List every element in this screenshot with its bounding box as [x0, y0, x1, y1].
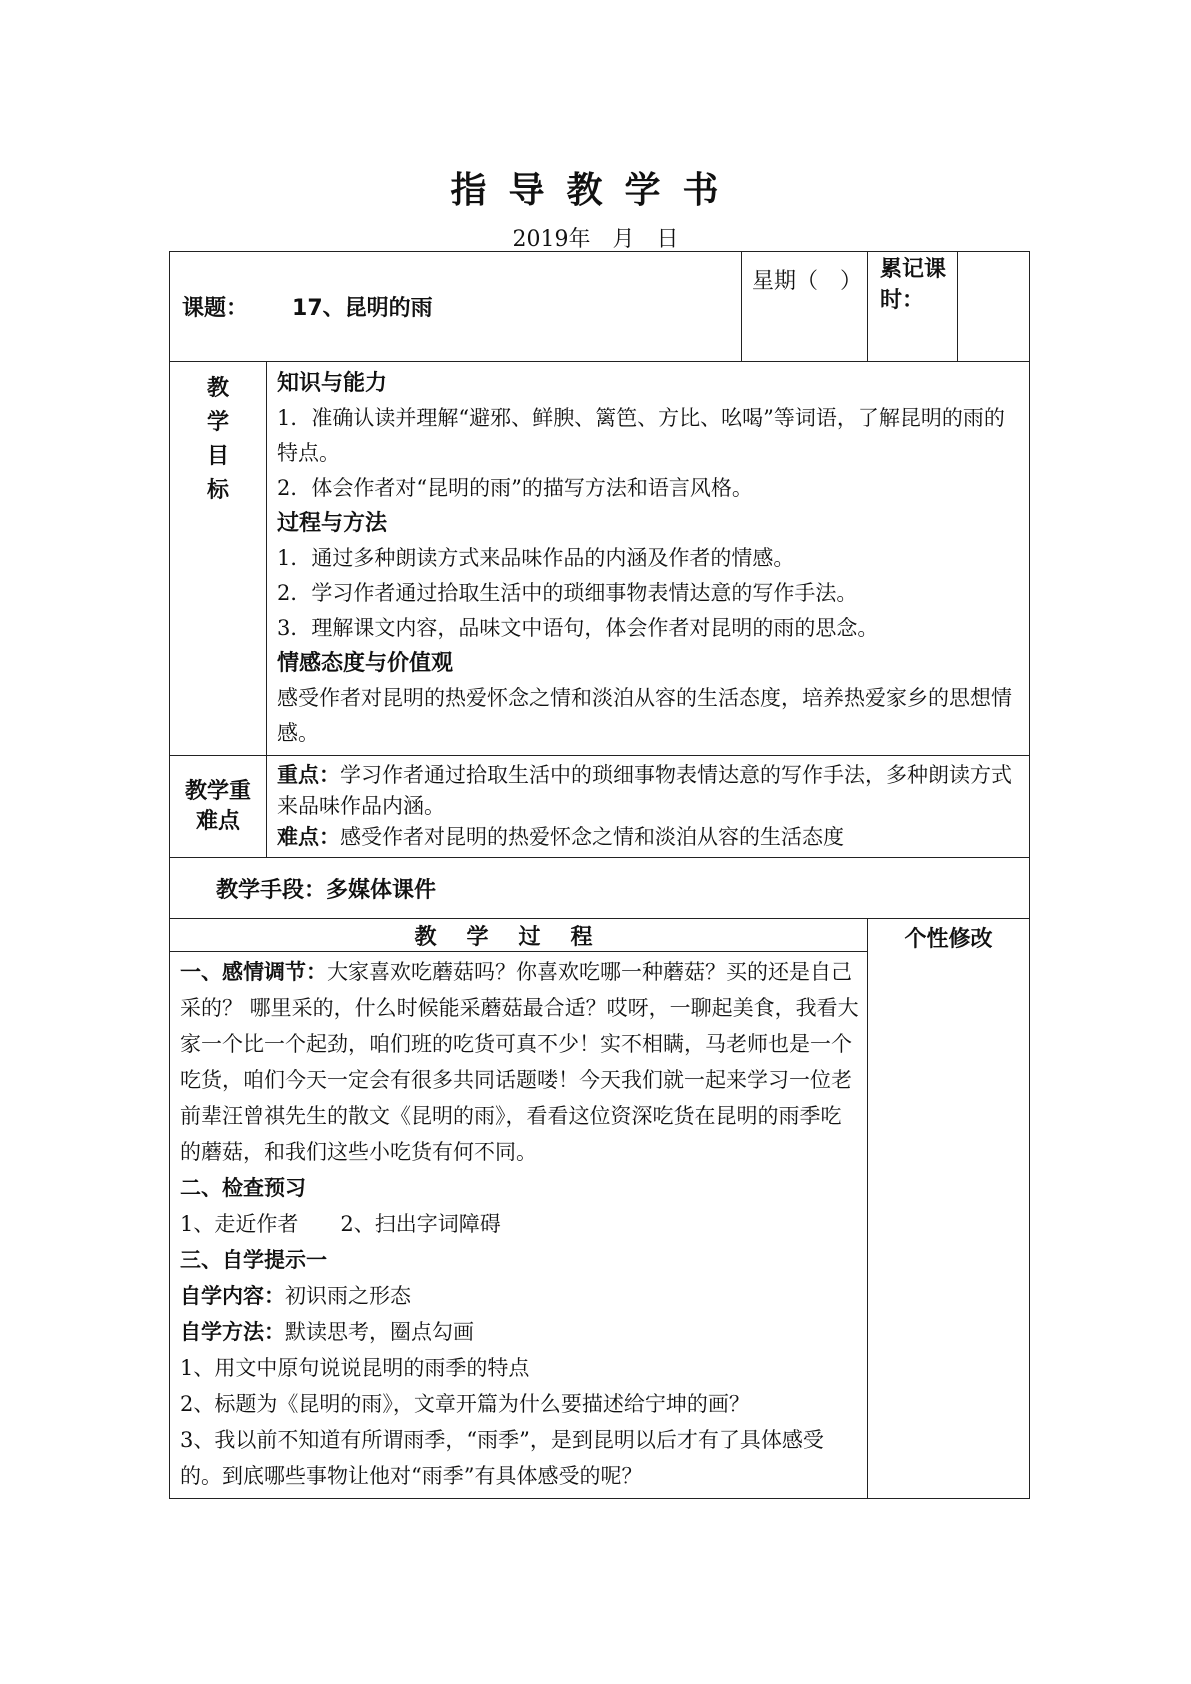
goal-item: 1．通过多种朗读方式来品味作品的内涵及作者的情感。 [277, 546, 795, 570]
process-header-row [170, 919, 1030, 952]
focus-text: 学习作者通过拾取生活中的琐细事物表情达意的写作手法，多种朗读方式来品味作品内涵。 [277, 763, 1012, 818]
means-row [170, 858, 1030, 919]
self-method-label: 自学方法： [180, 1320, 285, 1344]
self-content-text: 初识雨之形态 [285, 1284, 411, 1308]
goals-heading-process: 过程与方法 [277, 511, 388, 536]
goals-row [170, 362, 1030, 756]
personal-edit-column [868, 919, 1030, 1499]
topic-label: 课题： [182, 296, 249, 321]
date-line: 2019年 月 日 [512, 227, 679, 252]
personal-edit-heading: 个性修改 [904, 927, 993, 952]
cumulative-hours-label: 累记课时： [880, 257, 947, 313]
cumulative-hours-value [958, 252, 1030, 362]
intro-label: 一、感情调节： [180, 960, 327, 984]
self-method-text: 默读思考，圈点勾画 [285, 1320, 474, 1344]
teaching-means: 教学手段：多媒体课件 [216, 877, 437, 903]
week-label: 星期（ ） [752, 269, 863, 294]
page-title: 指导教学书 [450, 170, 741, 211]
goal-item: 1．准确认读并理解“避邪、鲜腴、篱笆、方比、吆喝”等词语，了解昆明的雨的特点。 [277, 406, 1005, 465]
goal-item: 2．体会作者对“昆明的雨”的描写方法和语言风格。 [277, 476, 753, 500]
goals-heading-emotion: 情感态度与价值观 [277, 651, 454, 676]
question-item: 2、标题为《昆明的雨》，文章开篇为什么要描述给宁坤的画？ [180, 1392, 750, 1416]
means-cell [170, 858, 1030, 919]
week-cell [742, 252, 868, 362]
goals-heading-knowledge: 知识与能力 [277, 371, 388, 396]
self-content-line [180, 1278, 859, 1314]
question-item: 1、用文中原句说说昆明的雨季的特点 [180, 1356, 530, 1380]
difficulty-text: 感受作者对昆明的热爱怀念之情和淡泊从容的生活态度 [340, 825, 844, 849]
section-2-label: 二、检查预习 [180, 1176, 306, 1200]
key-points-label: 教学重难点 [170, 756, 267, 858]
difficulty-line [277, 822, 1021, 853]
process-body [170, 952, 868, 1499]
goal-item: 2．学习作者通过拾取生活中的琐细事物表情达意的写作手法。 [277, 581, 858, 605]
header-row [170, 252, 1030, 362]
section-3-label: 三、自学提示一 [180, 1248, 327, 1272]
lesson-plan-table [169, 251, 1030, 1499]
cumulative-hours-cell [868, 252, 958, 362]
goals-label: 教学目标 [170, 362, 267, 756]
process-heading: 教学过程 [170, 919, 868, 952]
intro-text: 大家喜欢吃蘑菇吗？你喜欢吃哪一种蘑菇？买的还是自己采的？ 哪里采的，什么时候能采蘑菇最合适？哎呀，一聊起美食，我看大家一个比一个起劲，咱们班的吃货可真不少！实不相瞒，马老师也是一个吃货，咱们今天一定会有很多共同话题喽！今天我们就一起来学习一位老前辈汪曾祺先生的散文《昆明的雨》，看看这位资深吃货在昆明的雨季吃的蘑菇，和我们这些小吃货有何不同。 [180, 960, 859, 1164]
topic-cell [170, 252, 742, 362]
goal-item: 3．理解课文内容，品味文中语句，体会作者对昆明的雨的思念。 [277, 616, 879, 640]
section-2-items: 1、走近作者 2、扫出字词障碍 [180, 1212, 501, 1236]
focus-line [277, 760, 1021, 822]
goals-content [267, 362, 1030, 756]
key-points-row [170, 756, 1030, 858]
self-content-label: 自学内容： [180, 1284, 285, 1308]
focus-label: 重点： [277, 763, 340, 787]
question-item: 3、我以前不知道有所谓雨季，“雨季”，是到昆明以后才有了具体感受的。到底哪些事物让他对“雨季”有具体感受的呢？ [180, 1428, 824, 1488]
difficulty-label: 难点： [277, 825, 340, 849]
key-points-content [267, 756, 1030, 858]
goal-item: 感受作者对昆明的热爱怀念之情和淡泊从容的生活态度，培养热爱家乡的思想情感。 [277, 686, 1012, 745]
self-method-line [180, 1314, 859, 1350]
topic-value: 17、昆明的雨 [292, 296, 433, 321]
intro-paragraph [180, 954, 859, 1170]
